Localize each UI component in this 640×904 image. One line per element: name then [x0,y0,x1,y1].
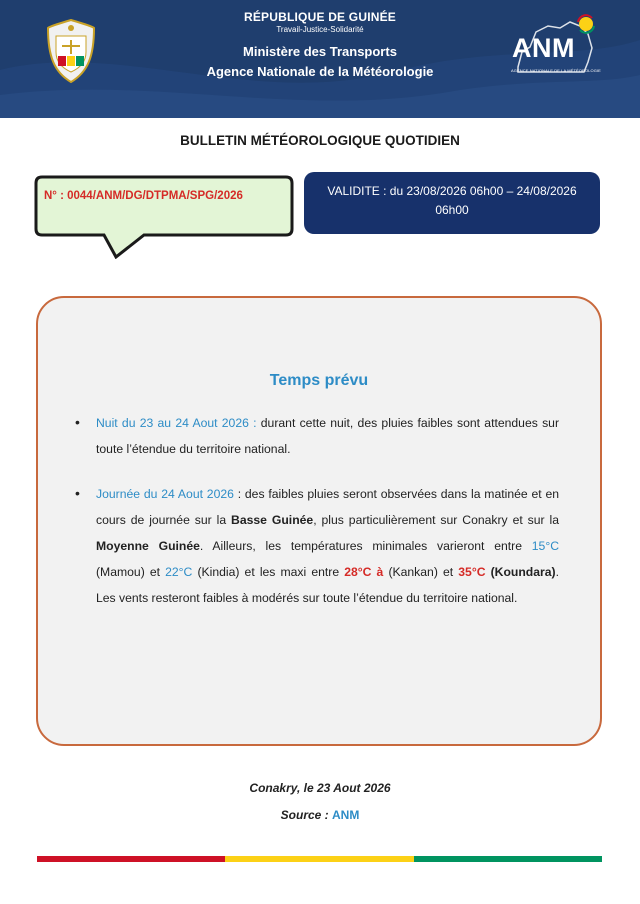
region-moyenne-guinee: Moyenne Guinée [96,539,200,553]
bulletin-number-badge [34,175,294,259]
flag-red-segment [37,856,225,862]
speech-bubble-shape [34,175,294,259]
tmax-kankan: 28°C à [344,565,384,579]
header-banner [0,0,640,118]
flag-yellow-segment [225,856,413,862]
ministry-name: Ministère des Transports [243,44,397,59]
flag-color-bar [37,856,602,862]
tmax-koundara: 35°C [458,565,486,579]
day-label: Journée du 24 Aout 2026 [96,487,234,501]
day-text-6: (Kankan) et [383,565,459,579]
agency-name: Agence Nationale de la Météorologie [206,64,434,79]
region-koundara: (Koundara) [490,565,556,579]
day-text-2: , plus particulièrement sur Conakry et sur la [313,513,559,527]
tmin-mamou: 15°C [531,539,559,553]
day-text-4: (Mamou) et [96,565,166,579]
national-motto: Travail-Justice-Solidarité [276,25,364,34]
bulletin-number: N° : 0044/ANM/DG/DTPMA/SPG/2026 [44,190,243,202]
source-label: Source : [280,808,329,822]
night-text: durant cette nuit, des pluies faibles sont attendues sur toute l’étendue du territoire national. [96,416,559,456]
night-label: Nuit du 23 au 24 Aout 2026 : [96,416,257,430]
forecast-night-paragraph [96,410,559,462]
day-text-8: . Les vents resteront faibles à modérés sur toute l’étendue du territoire national. [96,565,559,605]
republic-name: RÉPUBLIQUE DE GUINÉE [243,10,397,24]
day-text-1: : des faibles pluies seront observées dans la matinée et en cours de journée sur la [96,487,559,527]
bullet-day: • [75,485,80,501]
flag-green-segment [414,856,602,862]
validity-text: VALIDITE : du 23/08/2026 06h00 – 24/08/2026 06h00 [327,184,577,217]
source-line [0,808,640,822]
header-titles [140,10,500,79]
bulletin-title: BULLETIN MÉTÉOROLOGIQUE QUOTIDIEN [180,133,460,148]
day-text-5: (Kindia) et les maxi entre [192,565,345,579]
day-text-3: . Ailleurs, les températures minimales varieront entre [199,539,532,553]
validity-box [304,172,600,234]
coat-of-arms-icon [40,16,102,88]
anm-logo-text: ANM [512,33,575,63]
bullet-night: • [75,414,80,430]
source-value: ANM [332,808,360,822]
place-date: Conakry, le 23 Aout 2026 [249,781,391,795]
anm-logo-subtitle: AGENCE NATIONALE DE LA MÉTÉOROLOGIE [511,68,601,73]
forecast-day-paragraph [96,481,559,611]
forecast-title: Temps prévu [269,372,369,389]
region-basse-guinee: Basse Guinée [231,513,314,527]
tmin-kindia: 22°C [165,565,193,579]
